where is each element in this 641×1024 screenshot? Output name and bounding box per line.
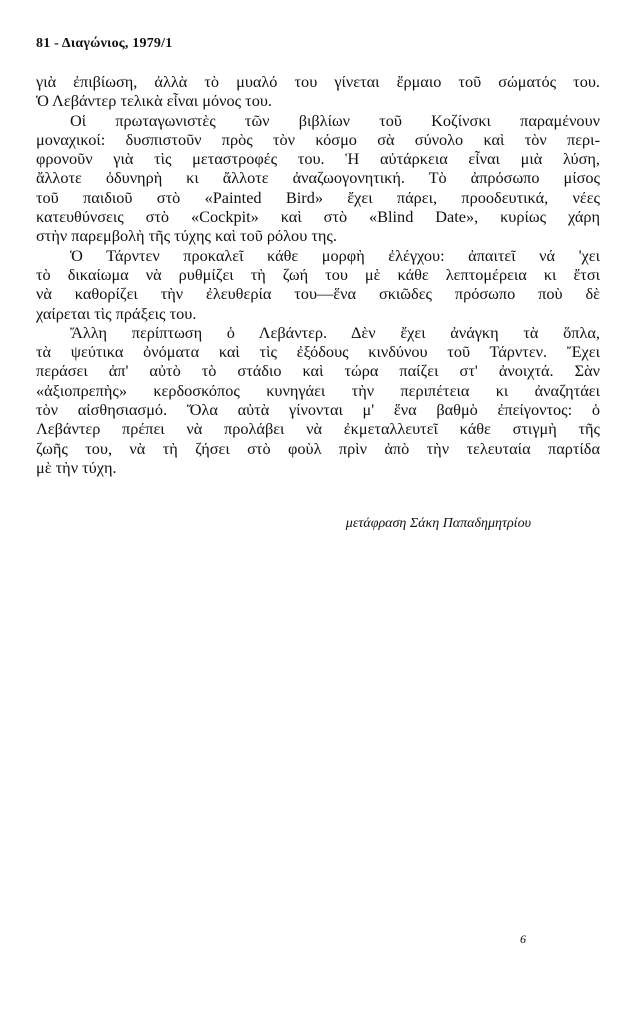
text-line: Ὁ Τάρντεν προκαλεῖ κάθε μορφὴ ἐλέγχου: ἀπαιτεῖ νά 'χει bbox=[70, 245, 600, 265]
translator-credit: μετάφραση Σάκη Παπαδημητρίου bbox=[345, 516, 531, 531]
text-line: κατευθύνσεις στὸ «Cockpit» καὶ στὸ «Blind Date», κυρίως χάρη bbox=[36, 207, 600, 227]
text-line: μοναχικοί: δυσπιστοῦν πρὸς τὸν κόσμο σὰ σύνολο καὶ τὸν περι- bbox=[36, 129, 600, 149]
running-head: 81 - Διαγώνιος, 1979/1 bbox=[36, 36, 173, 51]
article-body bbox=[36, 72, 600, 477]
text-line: γιὰ ἐπιβίωση, ἀλλὰ τὸ μυαλό του γίνεται ἕρμαιο τοῦ σώματός του. bbox=[36, 72, 600, 91]
text-line: τοῦ παιδιοῦ στὸ «Painted Bird» ἔχει πάρει, προοδευτικά, νέες bbox=[36, 187, 600, 207]
text-line: Οἱ πρωταγωνιστὲς τῶν βιβλίων τοῦ Κοζίνσκι παραμένουν bbox=[70, 110, 600, 130]
text-line: ζωῆς του, νὰ τὴ ζήσει στὸ φοὺλ πρὶν ἀπὸ τὴν τελευταία παρτίδα bbox=[36, 438, 600, 458]
text-line: τὸν αἰσθησιασμό. Ὅλα αὐτὰ γίνονται μ' ἕνα βαθμὸ ἐπείγοντος: ὁ bbox=[36, 400, 600, 420]
text-line: τὰ ψεύτικα ὀνόματα καὶ τὶς ἐξόδους κινδύνου τοῦ Τάρντεν. Ἔχει bbox=[36, 342, 600, 362]
text-line: στὴν παρεμβολὴ τῆς τύχης καὶ τοῦ ρόλου της. bbox=[36, 226, 337, 246]
page-number: 6 bbox=[520, 932, 526, 946]
text-line: Λεβάντερ πρέπει νὰ προλάβει νὰ ἐκμεταλλευτεῖ κάθε στιγμὴ τῆς bbox=[36, 419, 600, 439]
text-line: ἄλλοτε ὀδυνηρὴ κι ἄλλοτε ἀναζωογονητική. Τὸ ἀπρόσωπο μίσος bbox=[36, 168, 600, 188]
text-line: μὲ τὴν τύχη. bbox=[36, 457, 117, 477]
text-line: τὸ δικαίωμα νὰ ρυθμίζει τὴ ζωή του μὲ κάθε λεπτομέρεια κι ἔτσι bbox=[36, 264, 600, 284]
text-line: Ἄλλη περίπτωση ὁ Λεβάντερ. Δὲν ἔχει ἀνάγκη τὰ ὅπλα, bbox=[70, 322, 600, 342]
text-line: Ὁ Λεβάντερ τελικὰ εἶναι μόνος του. bbox=[36, 91, 272, 111]
text-line: φρονοῦν γιὰ τὶς μεταστροφές του. Ἡ αὐτάρκεια εἶναι μιὰ λύση, bbox=[36, 149, 600, 169]
text-line: περάσει ἀπ' αὐτὸ τὸ στάδιο καὶ τώρα παίζει στ' ἀνοιχτά. Σὰν bbox=[36, 361, 600, 381]
text-line: «ἀξιοπρεπὴς» κερδοσκόπος κυνηγάει τὴν περιπέτεια κι ἀναζητάει bbox=[36, 380, 600, 400]
text-line: νὰ καθορίζει τὴν ἐλευθερία του—ἕνα σκιῶδες πρόσωπο ποὺ δὲ bbox=[36, 284, 600, 304]
text-line: χαίρεται τὶς πράξεις του. bbox=[36, 303, 197, 323]
